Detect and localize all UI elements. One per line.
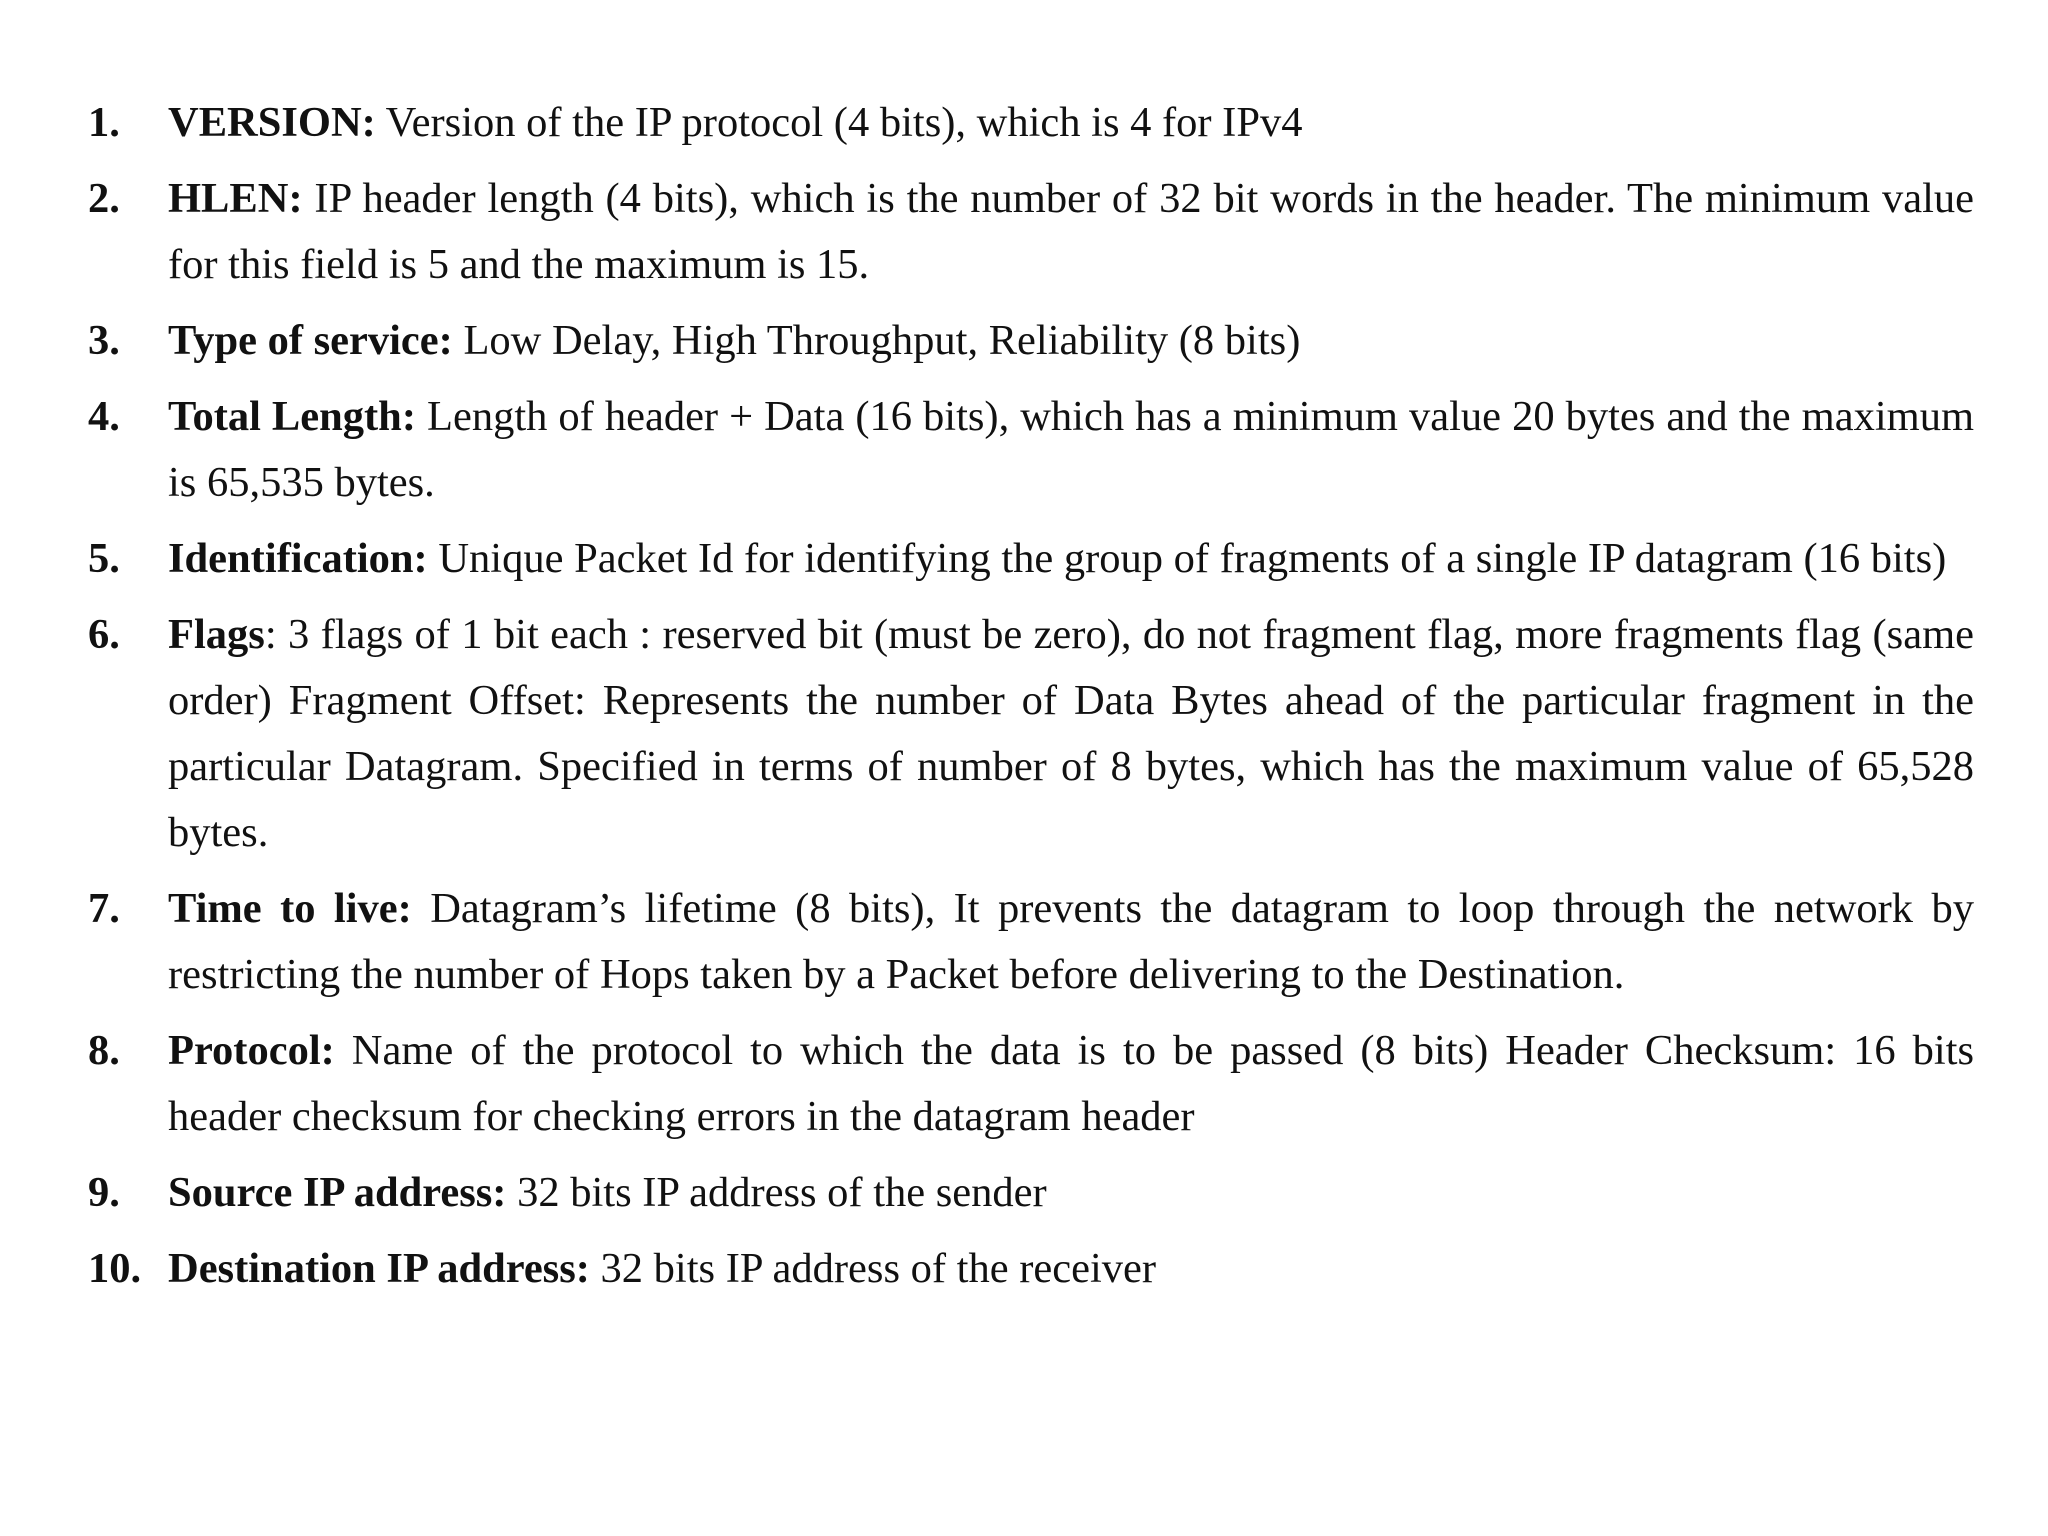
item-term: Time to live: bbox=[168, 885, 412, 932]
item-description: 32 bits IP address of the receiver bbox=[589, 1245, 1157, 1292]
item-number: 4. bbox=[88, 393, 120, 440]
item-term: HLEN: bbox=[168, 175, 303, 222]
item-number: 9. bbox=[88, 1169, 120, 1216]
item-description: Datagram’s lifetime (8 bits), It prevents the datagram to loop through the network by restricting the number of Hops taken by a Packet before delivering to the Destination. bbox=[168, 885, 1974, 998]
list-item-hlen bbox=[88, 166, 1974, 298]
item-description: : 3 flags of 1 bit each : reserved bit (must be zero), do not fragment flag, more fragments flag (same order) Fragment Offset: Represents the number of Data Bytes ahead of the particular fragment in the particular Datagram. Specified in terms of number of 8 bytes, which has the maximum value of 65,528 bytes. bbox=[168, 611, 1974, 856]
list-item-protocol bbox=[88, 1018, 1974, 1150]
list-item-identification bbox=[88, 526, 1974, 592]
item-description: Length of header + Data (16 bits), which has a minimum value 20 bytes and the maximum is 65,535 bytes. bbox=[168, 393, 1975, 506]
item-term: Flags bbox=[168, 611, 265, 658]
item-number: 7. bbox=[88, 885, 120, 932]
list-item-flags bbox=[88, 602, 1974, 866]
item-term: Destination IP address: bbox=[168, 1245, 590, 1292]
item-number: 3. bbox=[88, 317, 120, 364]
item-description: IP header length (4 bits), which is the number of 32 bit words in the header. The minimum value for this field is 5 and the maximum is 15. bbox=[168, 175, 1974, 288]
item-term: Type of service: bbox=[168, 317, 453, 364]
item-number: 5. bbox=[88, 535, 120, 582]
item-description: Name of the protocol to which the data is to be passed (8 bits) Header Checksum: 16 bits header checksum for checking errors in the datagram header bbox=[168, 1027, 1974, 1140]
list-item-type-of-service bbox=[88, 308, 1974, 374]
item-number: 10. bbox=[88, 1245, 142, 1292]
item-number: 8. bbox=[88, 1027, 120, 1074]
item-number: 2. bbox=[88, 175, 120, 222]
item-term: VERSION: bbox=[168, 99, 376, 146]
ip-header-field-list bbox=[88, 90, 1974, 1312]
item-term: Source IP address: bbox=[168, 1169, 507, 1216]
item-description: Version of the IP protocol (4 bits), which is 4 for IPv4 bbox=[375, 99, 1303, 146]
list-item-total-length bbox=[88, 384, 1974, 516]
list-item-source-ip-address bbox=[88, 1160, 1974, 1226]
list-item-destination-ip-address bbox=[88, 1236, 1974, 1302]
list-item-version bbox=[88, 90, 1974, 156]
item-number: 6. bbox=[88, 611, 120, 658]
item-term: Identification: bbox=[168, 535, 428, 582]
item-term: Protocol: bbox=[168, 1027, 335, 1074]
item-number: 1. bbox=[88, 99, 120, 146]
item-description: Low Delay, High Throughput, Reliability (8 bits) bbox=[452, 317, 1301, 364]
item-term: Total Length: bbox=[168, 393, 416, 440]
list-item-time-to-live bbox=[88, 876, 1974, 1008]
item-description: Unique Packet Id for identifying the group of fragments of a single IP datagram (16 bits) bbox=[427, 535, 1947, 582]
item-description: 32 bits IP address of the sender bbox=[506, 1169, 1047, 1216]
